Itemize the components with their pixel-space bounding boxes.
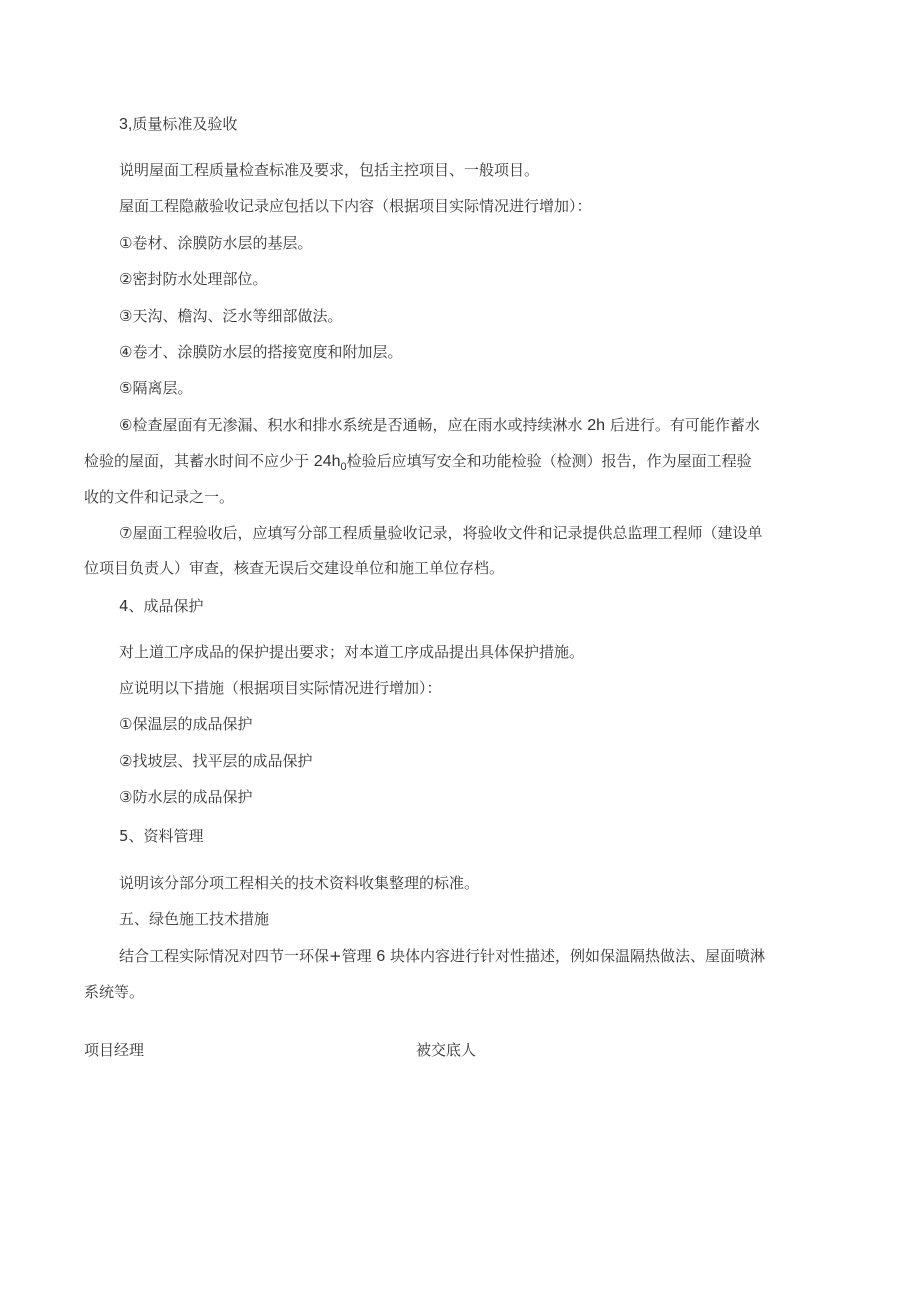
section-4-item-2: ②找坡层、找平层的成品保护 xyxy=(119,752,313,770)
section-4-item-1: ①保温层的成品保护 xyxy=(119,715,253,733)
item-6-hours-subscript: 0 xyxy=(340,461,347,473)
section-3-paragraph-2: 屋面工程隐蔽验收记录应包括以下内容（根据项目实际情况进行增加）： xyxy=(119,197,592,215)
item-6-text-b: 后进行。有可能作蓄水 xyxy=(609,416,760,434)
green-section-line-2: 系统等。 xyxy=(84,983,145,1001)
green-section-heading: 五、绿色施工技术措施 xyxy=(119,910,270,928)
section-5-heading: 5、资料管理 xyxy=(119,827,204,845)
section-3-item-4: ④卷才、涂膜防水层的搭接宽度和附加层。 xyxy=(119,343,403,361)
section-3-item-5: ⑤隔离层。 xyxy=(119,379,193,397)
section-3-paragraph-1: 说明屋面工程质量检查标准及要求，包括主控项目、一般项目。 xyxy=(119,161,540,179)
green-text-b: 块体内容进行针对性描述，例如保温隔热做法、屋面喷淋 xyxy=(390,947,766,965)
section-3-item-2: ②密封防水处理部位。 xyxy=(119,270,268,288)
section-3-title: 质量标准及验收 xyxy=(132,115,238,133)
item-6-text-a: ⑥检查屋面有无渗漏、积水和排水系统是否通畅，应在雨水或持续淋水 xyxy=(119,416,583,434)
section-3-item-1: ①卷材、涂膜防水层的基层。 xyxy=(119,234,313,252)
section-3-item-6-line-2 xyxy=(84,451,752,477)
green-section-line-1 xyxy=(119,946,765,967)
section-3-item-7-line-1: ⑦屋面工程验收后，应填写分部工程质量验收记录，将验收文件和记录提供总监理工程师（建设单 xyxy=(119,524,763,542)
item-6-text-d: 检验后应填写安全和功能检验（检测）报告，作为屋面工程验 xyxy=(346,452,752,470)
section-3-item-6-line-1 xyxy=(119,415,760,436)
section-3-item-6-line-3: 收的文件和记录之一。 xyxy=(84,488,235,506)
section-3-item-7-line-2: 位项目负责人）审查，核查无误后交建设单位和施工单位存档。 xyxy=(84,559,505,577)
section-4-item-3: ③防水层的成品保护 xyxy=(119,788,253,806)
section-4-heading: 4、成品保护 xyxy=(119,597,204,615)
item-6-hours: 24h xyxy=(313,453,341,470)
green-count: 6 xyxy=(376,948,386,965)
section-4-paragraph-2: 应说明以下措施（根据项目实际情况进行增加）： xyxy=(119,679,442,697)
project-manager-label: 项目经理 xyxy=(84,1041,145,1059)
item-6-duration: 2h xyxy=(587,417,606,434)
green-text-a: 结合工程实际情况对四节一环保+管理 xyxy=(119,947,372,965)
item-6-text-c: 检验的屋面，其蓄水时间不应少于 xyxy=(84,452,310,470)
recipient-label: 被交底人 xyxy=(416,1041,477,1059)
section-3-heading xyxy=(119,114,237,135)
section-3-number: 3, xyxy=(119,116,133,133)
section-5-paragraph-1: 说明该分部分项工程相关的技术资料收集整理的标准。 xyxy=(119,874,480,892)
section-3-item-3: ③天沟、檐沟、泛水等细部做法。 xyxy=(119,307,343,325)
section-4-paragraph-1: 对上道工序成品的保护提出要求；对本道工序成品提出具体保护措施。 xyxy=(119,643,585,661)
